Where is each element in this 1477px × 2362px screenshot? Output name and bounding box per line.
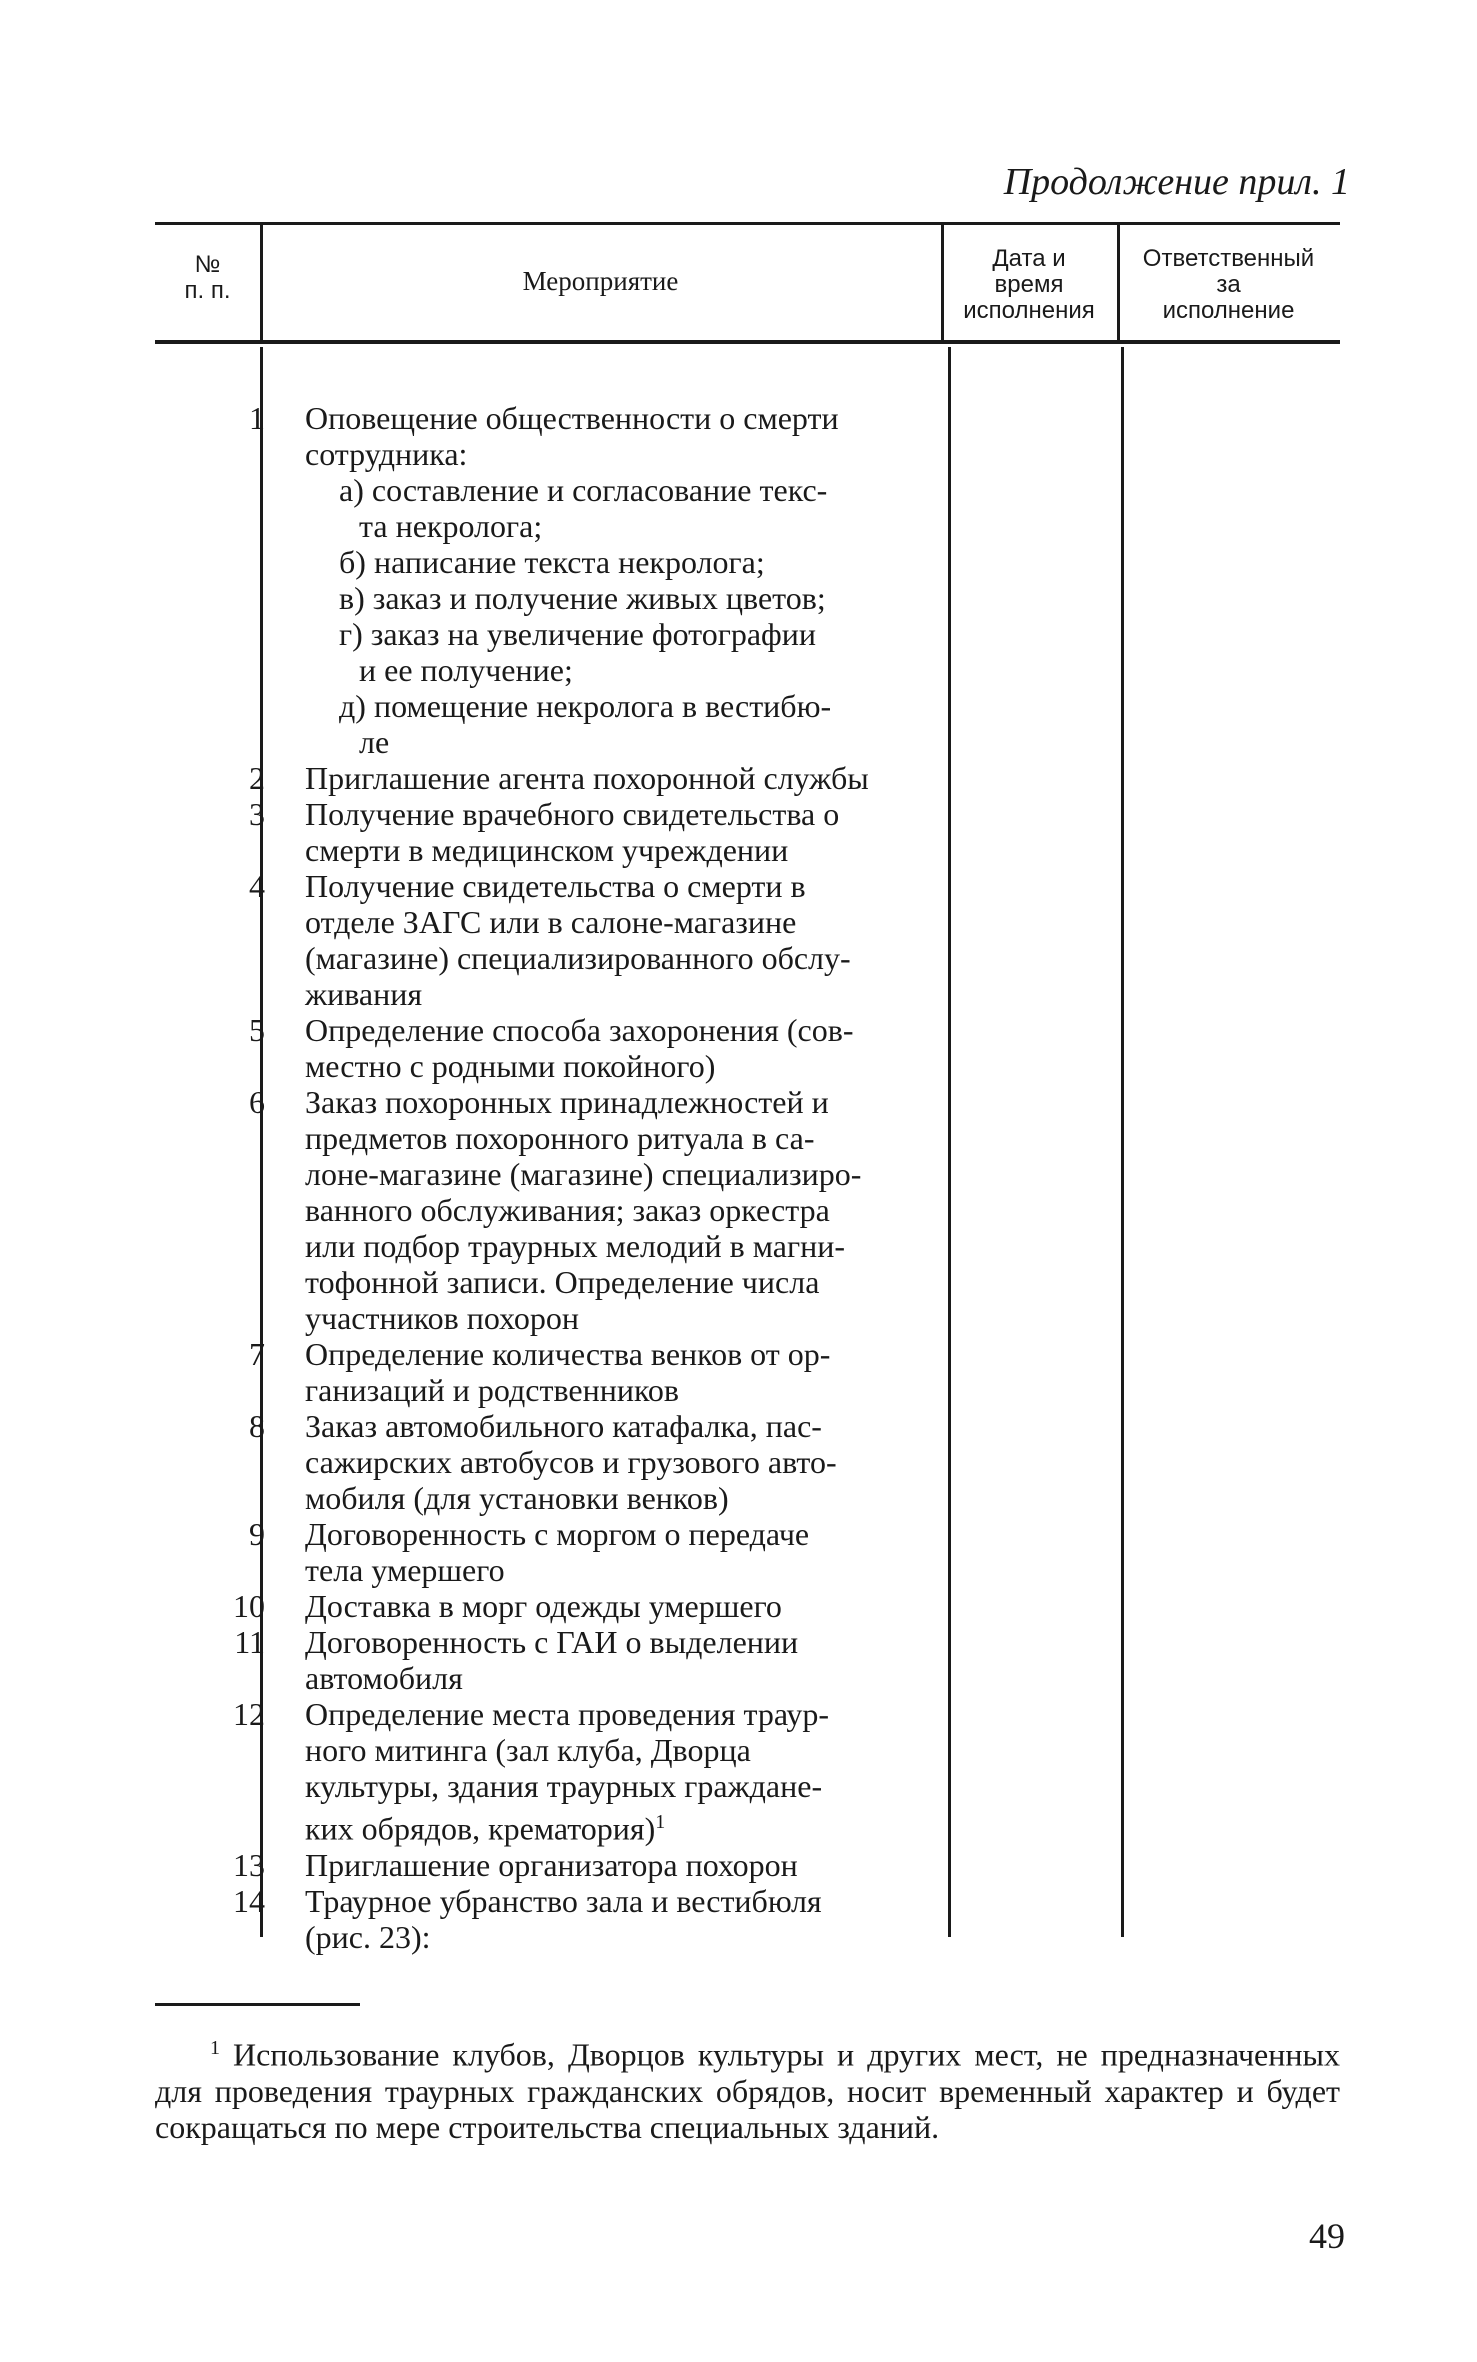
activity-line: (магазине) специализированного обслу- (305, 940, 851, 976)
activity-line: Оповещение общественности о смерти (305, 400, 839, 436)
activity-line: ного митинга (зал клуба, Дворца (305, 1732, 751, 1768)
activity-line: а) составление и согласование текс- (339, 472, 828, 508)
activity-line: сажирских автобусов и грузового авто- (305, 1444, 837, 1480)
row-activity (283, 1516, 965, 1588)
activity-line: ганизаций и родственников (305, 1372, 679, 1408)
activity-line: в) заказ и получение живых цветов; (339, 580, 826, 616)
row-number: 2 (249, 760, 265, 796)
row-activity (283, 1696, 965, 1847)
table-row (155, 1084, 1340, 1336)
header-responsible-line: за (1216, 271, 1241, 298)
activity-line: автомобиля (305, 1660, 463, 1696)
activity-line: д) помещение некролога в вестибю- (339, 688, 832, 724)
header-number-line: № (194, 251, 221, 278)
header-number-line: п. п. (184, 277, 231, 304)
activity-line: местно с родными покойного) (305, 1048, 716, 1084)
row-activity (283, 1336, 965, 1408)
row-activity (283, 1012, 965, 1084)
header-responsible-line: исполнение (1162, 297, 1295, 324)
activity-line: Траурное убранство зала и вестибюля (305, 1882, 822, 1919)
row-activity (283, 1084, 965, 1336)
table-row (155, 1408, 1340, 1516)
activity-line: лоне-магазине (магазине) специализиро- (305, 1156, 862, 1192)
row-activity (283, 1408, 965, 1516)
row-activity (283, 1883, 965, 1955)
footnote-mark: 1 (210, 2037, 220, 2059)
row-activity (283, 1588, 965, 1624)
table-row (155, 1516, 1340, 1588)
table-row (155, 1336, 1340, 1408)
row-activity (283, 760, 965, 796)
footnote-text: Использование клубов, Дворцов культуры и других мест, не предназначенных для проведения траурных гражданских обрядов, носит временный характер и будет сокращаться по мере строительства специальных зданий. (155, 2036, 1341, 2145)
header-date-line: Дата и (992, 245, 1066, 272)
activity-line: и ее получение; (359, 652, 573, 688)
activity-line: ванного обслуживания; заказ оркестра (305, 1192, 830, 1228)
header-date-line: исполнения (963, 297, 1095, 324)
activity-line: ле (359, 724, 390, 760)
activity-line: ких обрядов, крематория)$^1$ (305, 1810, 666, 1847)
row-number: 6 (249, 1084, 265, 1120)
header-responsible (1117, 246, 1340, 324)
row-number: 5 (249, 1012, 265, 1048)
table-row (155, 868, 1340, 1012)
row-activity (283, 1624, 965, 1696)
row-activity (283, 868, 965, 1012)
header-responsible-line: Ответственный (1142, 245, 1315, 272)
table-row (155, 1883, 1340, 1955)
footnote-rule (155, 2003, 360, 2006)
row-activity (283, 1847, 965, 1883)
footnote (155, 2030, 1340, 2145)
row-number: 10 (233, 1588, 265, 1624)
activity-line: тела умершего (305, 1552, 505, 1588)
header-date-line: время (994, 271, 1064, 298)
activity-line: Определение количества венков от ор- (305, 1336, 831, 1372)
row-number: 14 (233, 1882, 265, 1919)
activity-line: предметов похоронного ритуала в са- (305, 1120, 815, 1156)
activity-line: г) заказ на увеличение фотографии (339, 616, 817, 652)
activity-line: Получение врачебного свидетельства о (305, 796, 840, 832)
activity-line: сотрудника: (305, 436, 468, 472)
row-number: 1 (249, 400, 265, 436)
activity-line: Доставка в морг одежды умершего (305, 1588, 782, 1624)
activity-line: Получение свидетельства о смерти в (305, 868, 806, 904)
activity-line: (рис. 23): (305, 1918, 431, 1955)
footnote-ref: 1 (655, 1811, 666, 1833)
row-number: 11 (234, 1624, 265, 1660)
row-number: 13 (233, 1846, 265, 1883)
table-body (155, 400, 1340, 1955)
row-number: 4 (249, 868, 265, 904)
activity-line: живания (305, 976, 423, 1012)
page-number: 49 (1309, 2216, 1345, 2256)
activity-line: Договоренность с ГАИ о выделении (305, 1624, 799, 1660)
table-row (155, 1847, 1340, 1883)
table-header-rule (155, 340, 1340, 344)
row-number: 8 (249, 1408, 265, 1444)
row-number: 9 (249, 1516, 265, 1552)
table-row (155, 1696, 1340, 1847)
activity-line: смерти в медицинском учреждении (305, 832, 789, 868)
activity-line: культуры, здания траурных граждане- (305, 1768, 823, 1804)
header-date (941, 246, 1117, 324)
activity-line: Заказ автомобильного катафалка, пас- (305, 1408, 822, 1444)
continuation-header: Продолжение прил. 1 (1003, 161, 1350, 203)
activity-line: отделе ЗАГС или в салоне-магазине (305, 904, 797, 940)
table-top-rule (155, 222, 1340, 225)
row-number: 7 (249, 1336, 265, 1372)
row-number: 12 (233, 1696, 265, 1732)
header-number (155, 252, 260, 304)
activity-line: Приглашение агента похоронной службы (305, 760, 869, 796)
activity-line: Определение способа захоронения (сов- (305, 1012, 854, 1048)
row-number: 3 (249, 796, 265, 832)
header-activity: Мероприятие (522, 266, 679, 296)
row-activity (283, 400, 965, 760)
table-row (155, 1624, 1340, 1696)
table-row (155, 1588, 1340, 1624)
row-activity (283, 796, 965, 868)
activity-line: тофонной записи. Определение числа (305, 1264, 820, 1300)
activity-line: мобиля (для установки венков) (305, 1480, 729, 1516)
table-row (155, 1012, 1340, 1084)
activity-line: участников похорон (305, 1300, 579, 1336)
activity-line: та некролога; (359, 508, 543, 544)
activity-line: Определение места проведения траур- (305, 1696, 830, 1732)
activity-line: или подбор траурных мелодий в магни- (305, 1228, 845, 1264)
activity-line: Договоренность с моргом о передаче (305, 1516, 810, 1552)
activity-line: Заказ похоронных принадлежностей и (305, 1084, 829, 1120)
activity-line: Приглашение организатора похорон (305, 1846, 798, 1883)
activity-line: б) написание текста некролога; (339, 544, 765, 580)
table-row (155, 760, 1340, 796)
table-row (155, 400, 1340, 760)
table-row (155, 796, 1340, 868)
activities-table (155, 222, 1340, 1972)
